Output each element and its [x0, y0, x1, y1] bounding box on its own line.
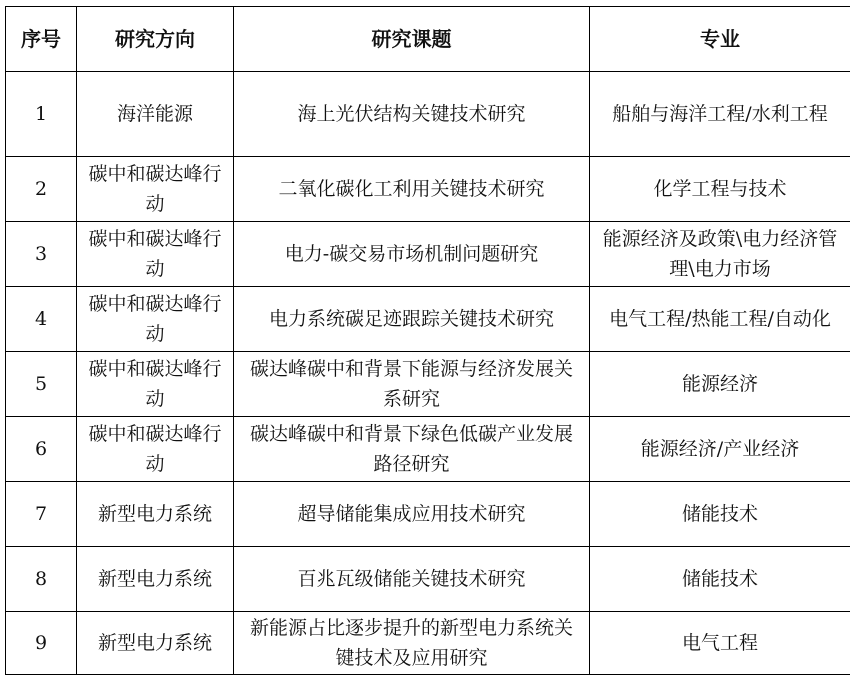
header-direction: 研究方向 — [77, 7, 234, 72]
row-direction: 海洋能源 — [77, 72, 234, 157]
row-topic: 碳达峰碳中和背景下绿色低碳产业发展路径研究 — [234, 417, 590, 482]
row-major: 能源经济及政策\电力经济管理\电力市场 — [590, 222, 850, 287]
row-direction: 碳中和碳达峰行动 — [77, 287, 234, 352]
row-topic: 超导储能集成应用技术研究 — [234, 482, 590, 547]
row-index: 4 — [6, 287, 77, 352]
research-topics-table — [5, 6, 850, 675]
header-major: 专业 — [590, 7, 850, 72]
row-topic: 百兆瓦级储能关键技术研究 — [234, 547, 590, 612]
table-row — [6, 287, 850, 352]
table-row — [6, 482, 850, 547]
row-direction: 碳中和碳达峰行动 — [77, 417, 234, 482]
row-topic: 电力系统碳足迹跟踪关键技术研究 — [234, 287, 590, 352]
table-row — [6, 417, 850, 482]
row-topic: 碳达峰碳中和背景下能源与经济发展关系研究 — [234, 352, 590, 417]
row-major: 电气工程 — [590, 612, 850, 675]
table-row — [6, 547, 850, 612]
table-row — [6, 157, 850, 222]
row-index: 1 — [6, 72, 77, 157]
row-direction: 碳中和碳达峰行动 — [77, 352, 234, 417]
row-major: 能源经济 — [590, 352, 850, 417]
row-direction: 碳中和碳达峰行动 — [77, 157, 234, 222]
row-index: 7 — [6, 482, 77, 547]
header-topic: 研究课题 — [234, 7, 590, 72]
row-index: 6 — [6, 417, 77, 482]
row-index: 5 — [6, 352, 77, 417]
row-major: 船舶与海洋工程/水利工程 — [590, 72, 850, 157]
row-major: 电气工程/热能工程/自动化 — [590, 287, 850, 352]
header-index: 序号 — [6, 7, 77, 72]
table-row — [6, 612, 850, 675]
row-direction: 碳中和碳达峰行动 — [77, 222, 234, 287]
row-direction: 新型电力系统 — [77, 612, 234, 675]
row-index: 8 — [6, 547, 77, 612]
row-major: 化学工程与技术 — [590, 157, 850, 222]
row-index: 9 — [6, 612, 77, 675]
table-row — [6, 72, 850, 157]
row-index: 3 — [6, 222, 77, 287]
row-direction: 新型电力系统 — [77, 482, 234, 547]
table-row — [6, 352, 850, 417]
row-topic: 新能源占比逐步提升的新型电力系统关键技术及应用研究 — [234, 612, 590, 675]
row-direction: 新型电力系统 — [77, 547, 234, 612]
table-row — [6, 222, 850, 287]
table-header-row — [6, 7, 850, 72]
row-index: 2 — [6, 157, 77, 222]
row-topic: 电力-碳交易市场机制问题研究 — [234, 222, 590, 287]
row-major: 储能技术 — [590, 547, 850, 612]
row-major: 能源经济/产业经济 — [590, 417, 850, 482]
row-major: 储能技术 — [590, 482, 850, 547]
row-topic: 海上光伏结构关键技术研究 — [234, 72, 590, 157]
row-topic: 二氧化碳化工利用关键技术研究 — [234, 157, 590, 222]
